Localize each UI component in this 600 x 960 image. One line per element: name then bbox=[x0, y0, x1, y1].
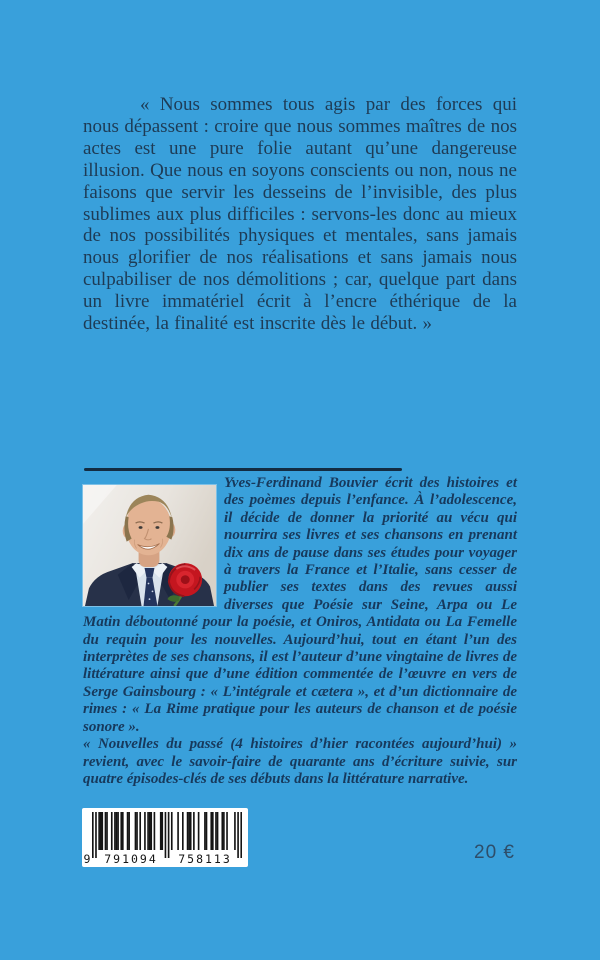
price-label: 20 € bbox=[474, 842, 515, 863]
author-bio-paragraph-2: « Nouvelles du passé (4 histoires d’hier racontées aujourd’hui) » revient, avec le savoir-faire de quarante ans d’écriture suivie, sur quatre épisodes-clés de ses débuts dans la littérature narrative. bbox=[83, 736, 517, 787]
barcode-digits-group2: 758113 bbox=[178, 852, 232, 866]
section-divider bbox=[84, 468, 402, 471]
author-photo bbox=[83, 485, 216, 606]
isbn-barcode bbox=[82, 808, 248, 867]
barcode-digits-group1: 791094 bbox=[104, 852, 158, 866]
author-bio-section bbox=[83, 475, 517, 788]
barcode-digit-lead: 9 bbox=[83, 852, 91, 866]
author-portrait-illustration bbox=[83, 485, 216, 606]
author-bio-paragraph-1: Yves-Ferdinand Bouvier écrit des histoires et des poèmes depuis l’enfance. À l’adolescence, il décide de donner la priorité au vécu qui nourrira ses livres et ses chansons en prenant dix ans de pause dans ses études pour voyager à travers la France et l’Italie, sans cesser de publier ses textes dans des revues aussi diverses que Poésie sur Seine, Arpa ou Le Matin déboutonné pour la poésie, et Oniros, Antidata ou La Femelle du requin pour les nouvelles. Aujourd’hui, tout en étant l’un des interprètes de ses chansons, il est l’auteur d’une vingtaine de livres de littérature ainsi que d’une édition commentée de l’œuvre en vers de Serge Gainsbourg : « L’intégrale et cætera », et d’un dictionnaire de rimes : « La Rime pratique pour les auteurs de chanson et de poésie sonore ». bbox=[83, 475, 517, 735]
barcode-digits bbox=[82, 853, 248, 866]
back-cover-quote: « Nous sommes tous agis par des forces qui nous dépassent : croire que nous sommes maîtres de nos actes est une pure folie autant qu’une dangereuse illusion. Que nous en soyons conscients ou non, nous ne faisons que servir les desseins de l’invisible, des plus sublimes aux plus difficiles : servons-les donc au mieux de nos possibilités physiques et mentales, sans jamais nous glorifier de nos réalisations et sans jamais nous culpabiliser de nos démolitions ; car, quelque part dans un livre immatériel écrit à l’encre éthérique de la destinée, la finalité est inscrite dès le début. » bbox=[83, 94, 517, 335]
